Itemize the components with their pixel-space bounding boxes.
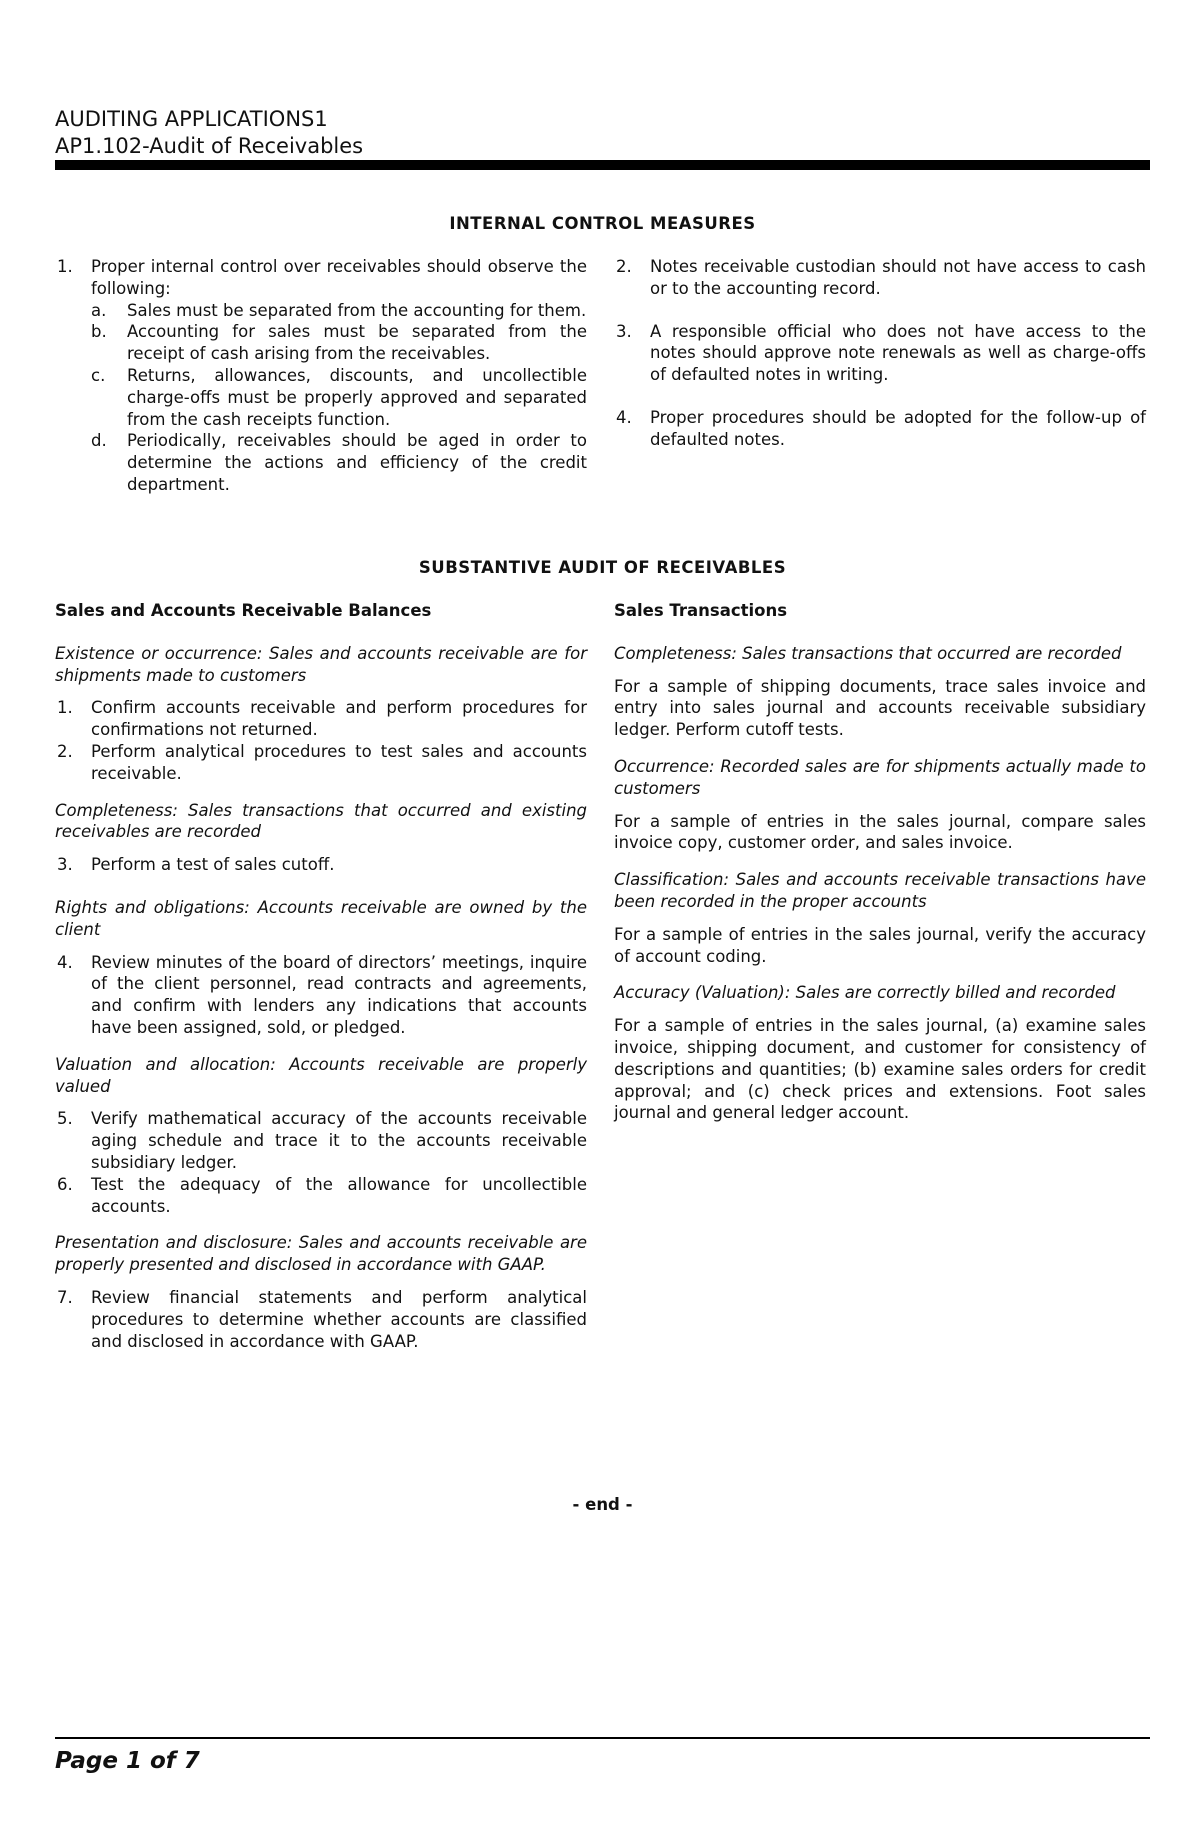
end-marker: - end - [572, 1495, 633, 1514]
page-number: Page 1 of 7 [55, 1748, 200, 1774]
column-heading: Sales and Accounts Receivable Balances [55, 601, 432, 620]
assertion-classification: Classification: Sales and accounts receivable transactions have been recorded in the proper accounts [614, 870, 1146, 911]
sub-list [91, 300, 587, 496]
header-rule [55, 160, 1150, 170]
list-item: 5. Verify mathematical accuracy of the accounts receivable aging schedule and trace it to the accounts receivable subsidiary ledger. [57, 1109, 587, 1172]
list-item: 2. Perform analytical procedures to test sales and accounts receivable. [57, 741, 587, 783]
sub-list-item: c. Returns, allowances, discounts, and uncollectible charge-offs must be properly approved and separated from the cash receipts function. [91, 365, 587, 429]
list-item: 7. Review financial statements and perform analytical procedures to determine whether accounts are classified and disclosed in accordance with GAAP. [57, 1287, 587, 1351]
assertion-valuation: Valuation and allocation: Accounts receivable are properly valued [55, 1054, 587, 1096]
procedure-text: For a sample of entries in the sales journal, (a) examine sales invoice, shipping document, and customer for consistency of descriptions and quantities; (b) examine sales orders for credit approval; and (c) check prices and extensions. Foot sales journal and general ledger account. [614, 1016, 1146, 1123]
sub-list-item: a. Sales must be separated from the accounting for them. [91, 300, 587, 320]
assertion-rights: Rights and obligations: Accounts receivable are owned by the client [55, 897, 587, 939]
procedure-text: For a sample of entries in the sales journal, compare sales invoice copy, customer order, and sales invoice. [614, 811, 1146, 853]
substantive-left-column [55, 600, 587, 1352]
list-item: 3. A responsible official who does not have access to the notes should approve note renewals as well as charge-offs of defaulted notes in writing. [616, 321, 1146, 385]
assertion-presentation: Presentation and disclosure: Sales and accounts receivable are properly presented and disclosed in accordance with GAAP. [55, 1233, 587, 1275]
assertion-occurrence: Occurrence: Recorded sales are for shipments actually made to customers [614, 756, 1146, 798]
substantive-right-column [614, 600, 1146, 1124]
course-title: AUDITING APPLICATIONS1 [55, 107, 328, 131]
list-item: 4. Proper procedures should be adopted for the follow-up of defaulted notes. [616, 407, 1146, 449]
procedure-text: For a sample of shipping documents, trace sales invoice and entry into sales journal and accounts receivable subsidiary ledger. Perform cutoff tests. [614, 676, 1146, 740]
assertion-completeness: Completeness: Sales transactions that occurred and existing receivables are recorded [55, 800, 587, 842]
sub-list-item: d. Periodically, receivables should be aged in order to determine the actions and efficiency of the credit department. [91, 431, 587, 494]
assertion-accuracy: Accuracy (Valuation): Sales are correctly billed and recorded [614, 983, 1116, 1003]
module-title: AP1.102-Audit of Receivables [55, 134, 364, 158]
internal-control-title: INTERNAL CONTROL MEASURES [449, 214, 756, 233]
list-item: 4. Review minutes of the board of directors’ meetings, inquire of the client personnel, read contracts and agreements, and confirm with lenders any indications that accounts have been assigned, sold, or pledged. [57, 952, 587, 1037]
footer-rule [55, 1737, 1150, 1739]
assertion-completeness: Completeness: Sales transactions that occurred are recorded [614, 643, 1122, 663]
assertion-existence: Existence or occurrence: Sales and accounts receivable are for shipments made to customers [55, 643, 587, 685]
substantive-audit-title: SUBSTANTIVE AUDIT OF RECEIVABLES [418, 558, 787, 577]
column-heading: Sales Transactions [614, 601, 788, 620]
list-item: 1. Proper internal control over receivables should observe the following: a. Sales must be separated from the accounting for them. b. Accounting for sales must be separated from the receipt of cash arising from the receivables. c. Returns, allowances, discounts, and uncollectible charge-offs must be properly approved and separated from the cash receipts function. d. Periodically, receivables should be aged in order to determine the actions and efficiency of the credit department. [57, 257, 587, 494]
internal-control-right-column [614, 256, 1146, 451]
list-item: 2. Notes receivable custodian should not have access to cash or to the accounting record. [616, 257, 1146, 298]
document-header [55, 106, 1155, 160]
procedure-text: For a sample of entries in the sales journal, verify the accuracy of account coding. [614, 924, 1146, 966]
internal-control-left-column [55, 256, 587, 496]
list-item: 3. Perform a test of sales cutoff. [57, 855, 335, 875]
list-item: 6. Test the adequacy of the allowance for uncollectible accounts. [57, 1174, 587, 1216]
sub-list-item: b. Accounting for sales must be separated from the receipt of cash arising from the receivables. [91, 322, 587, 364]
list-item: 1. Confirm accounts receivable and perform procedures for confirmations not returned. [57, 698, 587, 740]
